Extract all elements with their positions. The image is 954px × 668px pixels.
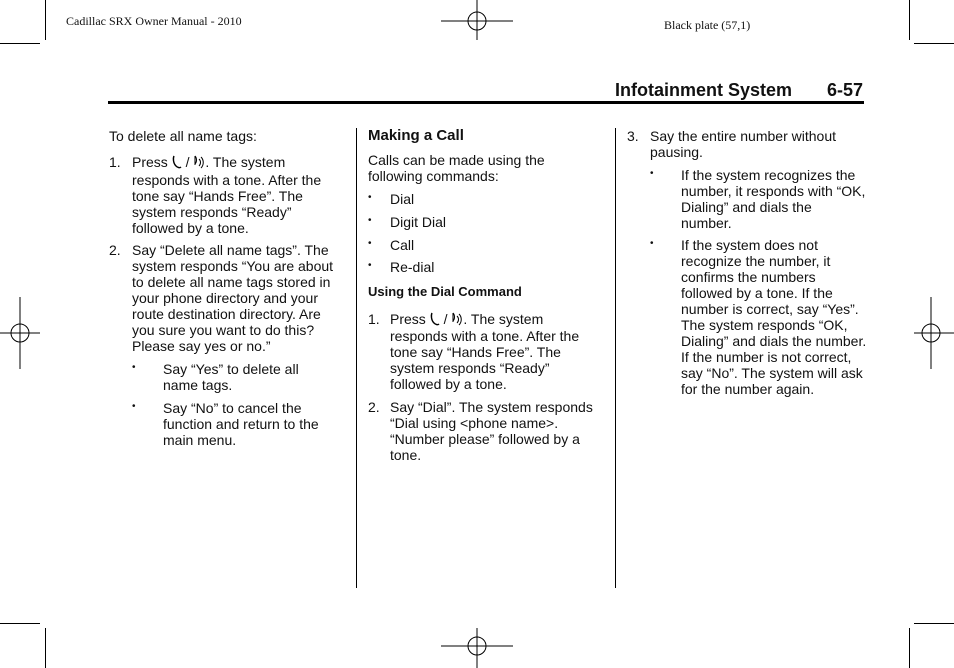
col2-step2-number: 2.: [368, 399, 380, 415]
col1-step2-text: Say “Delete all name tags”. The system responds “You are about to delete all name tags stored in your phone directory and your route destination directory. Are you sure you want to do this? Please say yes or no.”: [132, 242, 334, 354]
header-rule: [108, 101, 864, 104]
command-item: Call: [390, 237, 415, 253]
col2-step1-rest: . The system: [463, 311, 544, 327]
col1-step2-number: 2.: [109, 242, 121, 258]
col1-step1-rest: . The system: [205, 154, 286, 170]
bullet-dot: •: [368, 238, 372, 249]
col1-step1-first-line: [132, 154, 285, 170]
section-title: Infotainment System: [615, 80, 793, 100]
column-divider-1: [356, 128, 357, 588]
col2-intro: Calls can be made using the following commands:: [368, 152, 545, 184]
col1-step1-press: Press: [132, 154, 168, 170]
phone-handset-icon: [430, 312, 440, 326]
col1-step1-number: 1.: [109, 154, 121, 170]
command-item: Dial: [390, 191, 415, 207]
col3-step3-text: Say the entire number without pausing.: [650, 128, 836, 160]
col2-step1-text: responds with a tone. After the tone say “Hands Free”. The system responds “Ready” followed by a tone.: [390, 328, 580, 392]
plate-label: Black plate (57,1): [664, 18, 751, 32]
bullet-dot: •: [368, 192, 372, 203]
bullet-dot: •: [650, 168, 654, 179]
command-item: Re-dial: [390, 259, 435, 275]
bullet-dot: •: [368, 215, 372, 226]
bullet-dot: •: [132, 362, 136, 373]
col2-step1-first-line: [390, 311, 543, 327]
bullet-dot: •: [368, 260, 372, 271]
command-item: Digit Dial: [390, 214, 447, 230]
col3-bullet-not-recognized: If the system does not recognize the number, it confirms the numbers followed by a tone. If the number is correct, say “Yes”. The system responds “OK, Dialing” and dials the number. If the number is not correct, say “No”. The system will ask for the number again.: [681, 237, 867, 397]
phone-handset-icon: [172, 155, 182, 169]
col1-step1-text: responds with a tone. After the tone say “Hands Free”. The system responds “Ready” followed by a tone.: [132, 172, 322, 236]
bullet-dot: •: [650, 238, 654, 249]
making-a-call-heading: Making a Call: [368, 127, 464, 144]
col3-step3-number: 3.: [627, 128, 639, 144]
column-divider-2: [615, 128, 616, 588]
col2-step1-slash: /: [443, 311, 448, 327]
col3-bullet-recognized: If the system recognizes the number, it responds with “OK, Dialing” and dials the number.: [681, 167, 866, 231]
col2-step1-number: 1.: [368, 311, 380, 327]
col1-bullet-no: Say “No” to cancel the function and return to the main menu.: [163, 400, 319, 448]
voice-recognition-icon: [451, 312, 463, 326]
col1-bullet-yes: Say “Yes” to delete all name tags.: [163, 361, 299, 393]
col2-step2-text: Say “Dial”. The system responds “Dial using <phone name>. “Number please” followed by a tone.: [390, 399, 593, 463]
col1-intro: To delete all name tags:: [109, 128, 257, 144]
col2-step1-press: Press: [390, 311, 426, 327]
document-title: Cadillac SRX Owner Manual - 2010: [66, 14, 242, 28]
voice-recognition-icon: [193, 155, 205, 169]
col1-step1-slash: /: [185, 154, 190, 170]
dial-command-subheading: Using the Dial Command: [368, 284, 522, 299]
bullet-dot: •: [132, 401, 136, 412]
page-number: 6-57: [827, 80, 864, 100]
